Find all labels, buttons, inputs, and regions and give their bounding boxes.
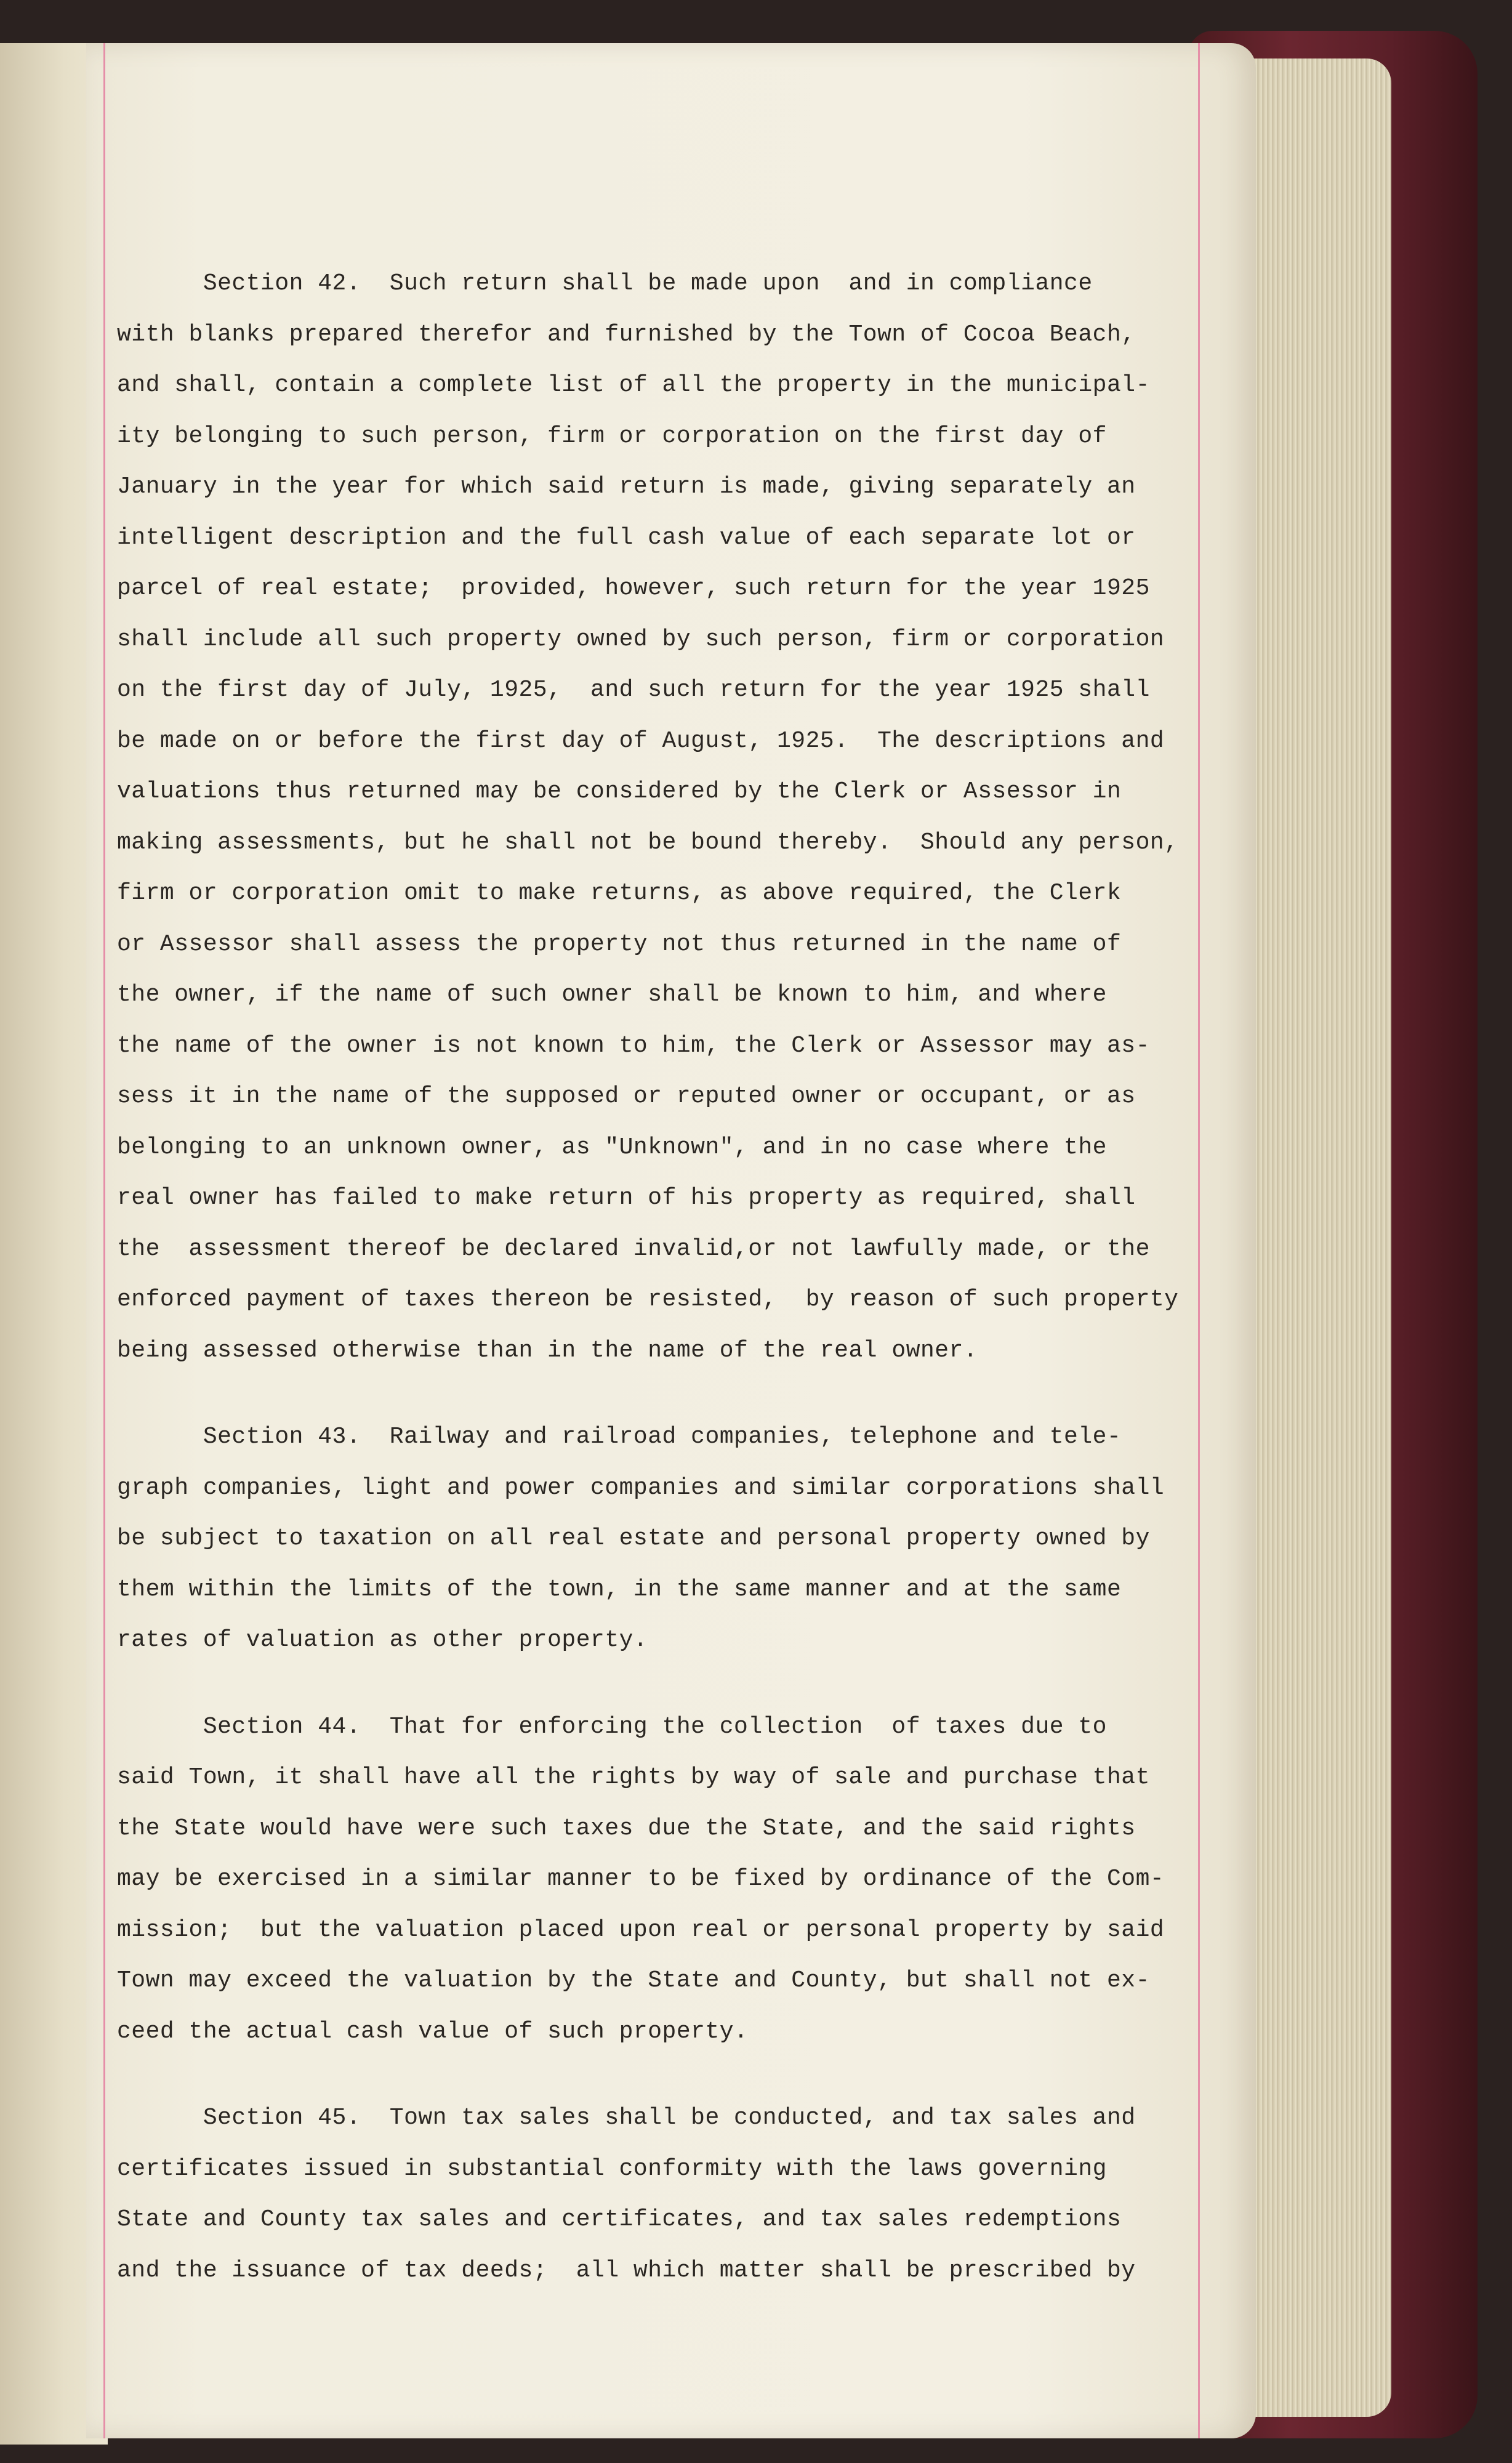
text-line: with blanks prepared therefor and furnished by the Town of Cocoa Beach,: [117, 321, 1136, 348]
text-line: the State would have were such taxes due the State, and the said rights: [117, 1815, 1136, 1842]
typed-text: [117, 259, 1219, 2296]
text-line: Section 45. Town tax sales shall be conducted, and tax sales and: [117, 2105, 1136, 2131]
text-line: the name of the owner is not known to him, the Clerk or Assessor may as-: [117, 1032, 1150, 1059]
text-line: graph companies, light and power companies and similar corporations shall: [117, 1474, 1165, 1501]
text-line: the owner, if the name of such owner shall be known to him, and where: [117, 982, 1107, 1008]
text-line: parcel of real estate; provided, however, such return for the year 1925: [117, 575, 1150, 602]
text-line: sess it in the name of the supposed or reputed owner or occupant, or as: [117, 1083, 1136, 1110]
text-line: State and County tax sales and certificates, and tax sales redemptions: [117, 2206, 1122, 2233]
text-line: the assessment thereof be declared invalid,or not lawfully made, or the: [117, 1235, 1150, 1262]
text-line: making assessments, but he shall not be bound thereby. Should any person,: [117, 829, 1179, 856]
paragraph-section-42: [117, 259, 1219, 1376]
text-line: them within the limits of the town, in the same manner and at the same: [117, 1576, 1122, 1603]
text-line: rates of valuation as other property.: [117, 1627, 648, 1653]
paragraph-gap: [117, 1376, 1219, 1412]
text-line: may be exercised in a similar manner to be fixed by ordinance of the Com-: [117, 1866, 1165, 1892]
paragraph-section-44: [117, 1702, 1219, 2058]
text-line: intelligent description and the full cash value of each separate lot or: [117, 524, 1136, 551]
text-line: and the issuance of tax deeds; all which matter shall be prescribed by: [117, 2257, 1136, 2284]
paragraph-section-43: [117, 1412, 1219, 1666]
text-line: mission; but the valuation placed upon real or personal property by said: [117, 1916, 1165, 1943]
text-line: firm or corporation omit to make returns, as above required, the Clerk: [117, 880, 1122, 906]
text-line: shall include all such property owned by such person, firm or corporation: [117, 626, 1165, 653]
left-margin-line: [103, 43, 105, 2438]
text-line: ceed the actual cash value of such property.: [117, 2018, 749, 2045]
paragraph-section-45: [117, 2093, 1219, 2296]
text-line: certificates issued in substantial conformity with the laws governing: [117, 2155, 1107, 2182]
text-line: Section 42. Such return shall be made upon and in compliance: [117, 270, 1093, 297]
text-line: enforced payment of taxes thereon be resisted, by reason of such property: [117, 1286, 1179, 1313]
text-line: be made on or before the first day of August, 1925. The descriptions and: [117, 727, 1165, 754]
text-line: be subject to taxation on all real estate and personal property owned by: [117, 1525, 1150, 1552]
text-line: Section 44. That for enforcing the collection of taxes due to: [117, 1713, 1107, 1740]
paragraph-gap: [117, 1666, 1219, 1702]
text-line: January in the year for which said return is made, giving separately an: [117, 474, 1136, 500]
text-line: Town may exceed the valuation by the State and County, but shall not ex-: [117, 1967, 1150, 1994]
text-line: being assessed otherwise than in the name of the real owner.: [117, 1337, 978, 1364]
paragraph-gap: [117, 2057, 1219, 2093]
document-page: [86, 43, 1256, 2438]
text-line: belonging to an unknown owner, as "Unknown", and in no case where the: [117, 1134, 1107, 1161]
text-line: on the first day of July, 1925, and such return for the year 1925 shall: [117, 677, 1150, 703]
text-line: Section 43. Railway and railroad companies, telephone and tele-: [117, 1424, 1122, 1450]
text-line: valuations thus returned may be considered by the Clerk or Assessor in: [117, 778, 1122, 805]
text-line: real owner has failed to make return of his property as required, shall: [117, 1185, 1136, 1211]
text-line: ity belonging to such person, firm or corporation on the first day of: [117, 422, 1107, 449]
text-line: or Assessor shall assess the property not thus returned in the name of: [117, 930, 1122, 957]
text-line: and shall, contain a complete list of all the property in the municipal-: [117, 372, 1150, 398]
text-line: said Town, it shall have all the rights by way of sale and purchase that: [117, 1764, 1150, 1791]
